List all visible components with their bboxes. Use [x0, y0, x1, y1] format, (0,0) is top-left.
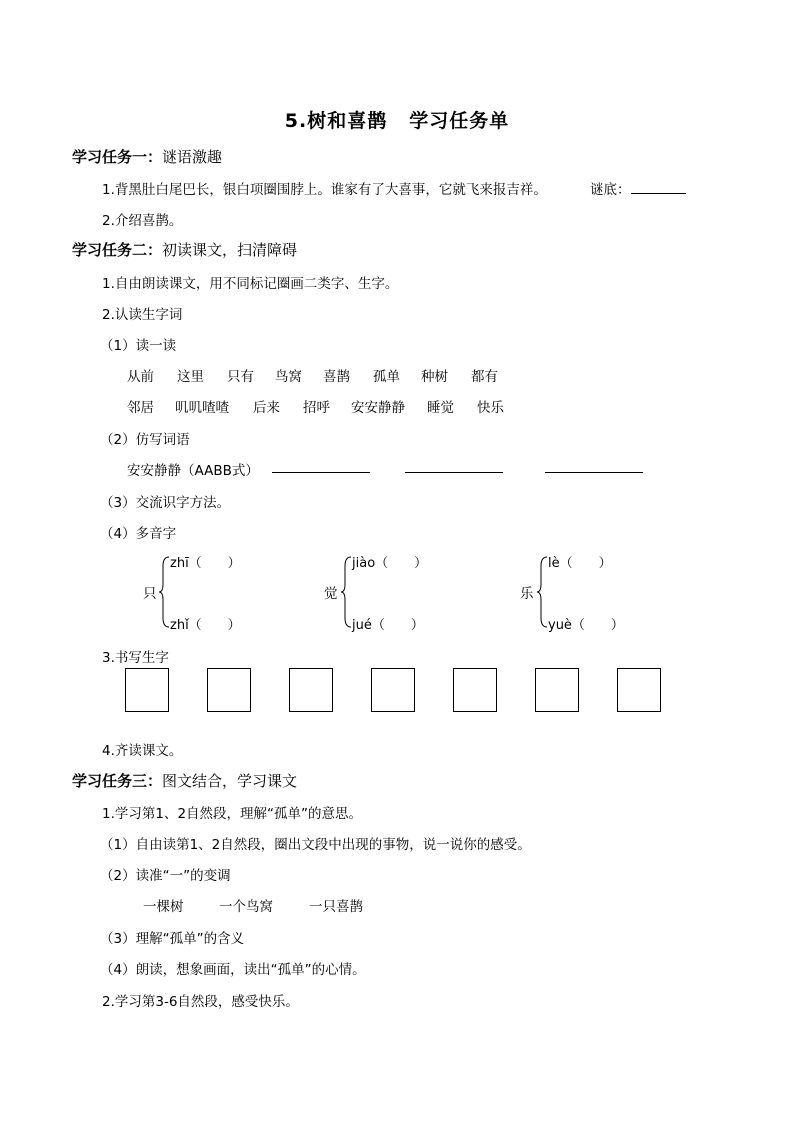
word: 睡觉 [427, 400, 454, 416]
imitate-example: 安安静静（AABB式） [127, 463, 259, 479]
writing-box[interactable] [125, 668, 169, 712]
task3-item2: 2.学习第3-6自然段，感受快乐。 [102, 994, 299, 1010]
title-sub: 学习任务单 [409, 110, 510, 132]
word: 后来 [253, 400, 280, 416]
riddle-answer-label: 谜底： [590, 182, 631, 198]
task2-heading-label: 学习任务二： [72, 241, 163, 259]
task3-heading-text: 图文结合，学习课文 [162, 772, 298, 790]
tone-word-2: 一个鸟窝 [219, 899, 273, 915]
word: 鸟窝 [275, 369, 302, 385]
task3-heading [72, 770, 297, 791]
polyphone-1-top: zhī（ ） [170, 556, 241, 571]
writing-box[interactable] [617, 668, 661, 712]
polyphone-1-bottom: zhǐ（ ） [170, 618, 241, 633]
task1-heading-label: 学习任务一： [72, 148, 163, 166]
task2-item2: 2.认读生字词 [102, 307, 183, 323]
brace-icon [158, 556, 170, 628]
task3-item1: 1.学习第1、2自然段，理解“孤单”的意思。 [102, 806, 363, 822]
task3-sub3: （3）理解“孤单”的含义 [100, 931, 245, 947]
word: 安安静静 [351, 400, 405, 416]
brace-icon [536, 556, 548, 628]
word: 快乐 [477, 400, 504, 416]
tone-word-3: 一只喜鹊 [309, 899, 363, 915]
word: 从前 [127, 369, 154, 385]
polyphone-char-3: 乐 [520, 586, 534, 602]
word: 喜鹊 [323, 369, 350, 385]
word: 孤单 [373, 369, 400, 385]
writing-box[interactable] [371, 668, 415, 712]
polyphone-2-bottom: jué（ ） [352, 618, 424, 633]
task1-heading [72, 146, 222, 167]
task2-heading-text: 初读课文，扫清障碍 [162, 241, 298, 259]
task2-item1: 1.自由朗读课文，用不同标记圈画二类字、生字。 [102, 276, 399, 292]
task2-item3: 3.书写生字 [102, 650, 169, 666]
brace-icon [340, 556, 352, 628]
task3-sub4: （4）朗读，想象画面，读出“孤单”的心情。 [100, 962, 366, 978]
riddle-text: 1.背黑肚白尾巴长，银白项圈围脖上。谁家有了大喜事，它就飞来报吉祥。 [102, 182, 547, 198]
polyphone-char-1: 只 [143, 586, 157, 602]
page-title [0, 106, 794, 133]
word: 这里 [177, 369, 204, 385]
task3-sub2: （2）读准“一”的变调 [100, 868, 231, 884]
word: 都有 [471, 369, 498, 385]
riddle-answer [590, 178, 686, 198]
task2-sub1: （1）读一读 [100, 338, 177, 354]
word: 叽叽喳喳 [175, 400, 229, 416]
imitate-blank-1[interactable] [272, 458, 370, 473]
word: 种树 [421, 369, 448, 385]
polyphone-3-top: lè（ ） [548, 556, 612, 571]
task2-item4: 4.齐读课文。 [102, 743, 183, 759]
polyphone-3-bottom: yuè（ ） [548, 618, 624, 633]
writing-box[interactable] [207, 668, 251, 712]
task1-item2: 2.介绍喜鹊。 [102, 213, 183, 229]
word: 邻居 [127, 400, 154, 416]
word: 只有 [227, 369, 254, 385]
writing-box[interactable] [453, 668, 497, 712]
word: 招呼 [303, 400, 330, 416]
task2-sub3: （3）交流识字方法。 [100, 495, 231, 511]
polyphone-char-2: 觉 [324, 586, 338, 602]
imitate-blank-2[interactable] [405, 458, 503, 473]
title-main: 5.树和喜鹊 [284, 110, 388, 132]
task2-heading [72, 239, 297, 260]
writing-box[interactable] [535, 668, 579, 712]
task3-heading-label: 学习任务三： [72, 772, 163, 790]
writing-box[interactable] [289, 668, 333, 712]
imitate-blank-3[interactable] [545, 458, 643, 473]
riddle-answer-blank[interactable] [631, 193, 686, 194]
task2-sub4: （4）多音字 [100, 526, 177, 542]
task3-sub1: （1）自由读第1、2自然段，圈出文段中出现的事物，说一说你的感受。 [100, 837, 531, 853]
task1-heading-text: 谜语激趣 [162, 148, 223, 166]
tone-word-1: 一棵树 [143, 899, 184, 915]
task2-sub2: （2）仿写词语 [100, 432, 190, 448]
polyphone-2-top: jiào（ ） [352, 556, 428, 571]
